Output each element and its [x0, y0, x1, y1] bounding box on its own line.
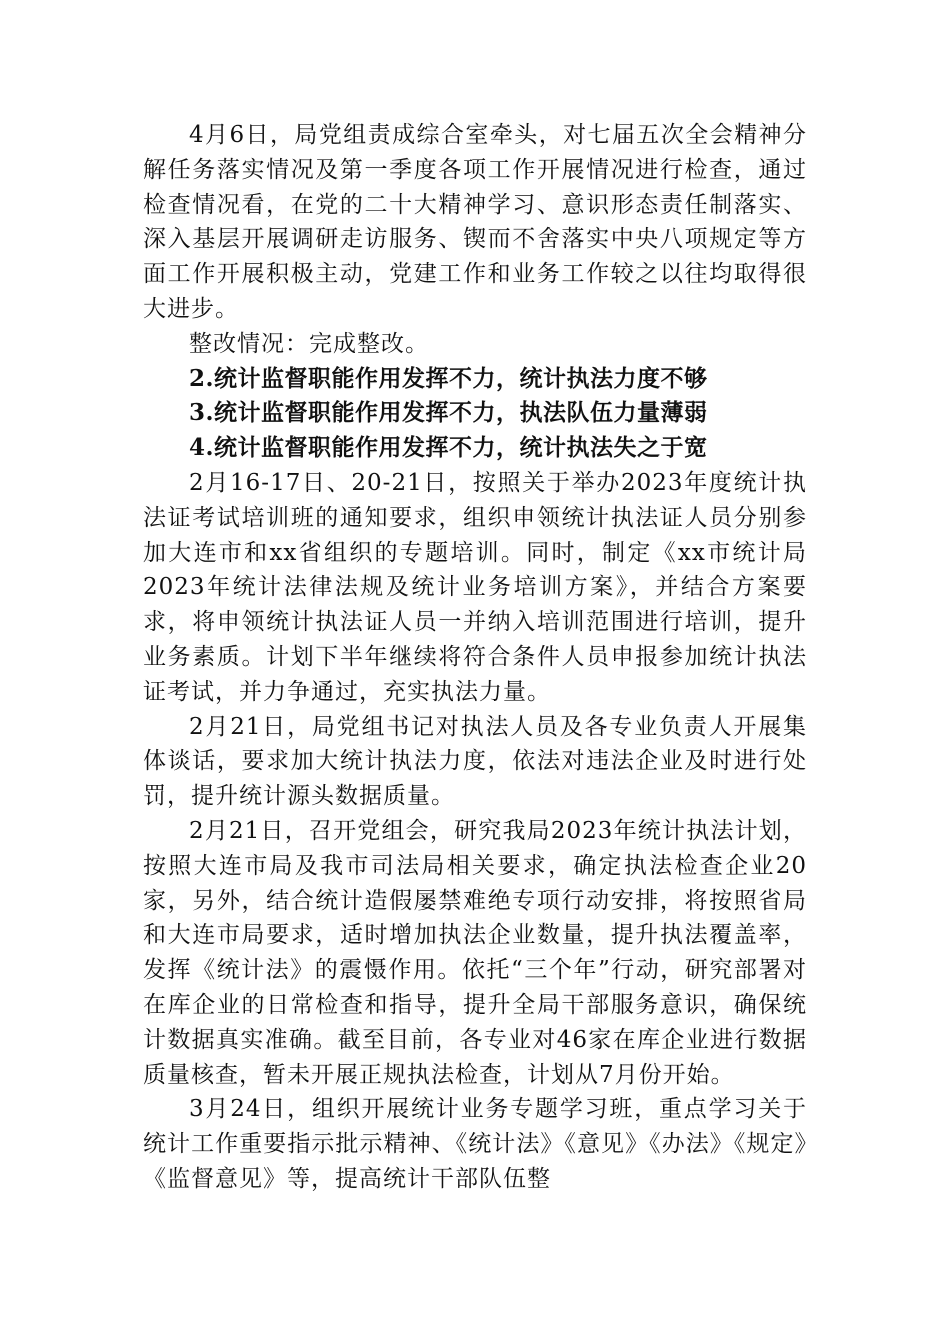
paragraph-enforcement-plan: 2月21日，召开党组会，研究我局2023年统计执法计划，按照大连市局及我市司法局相关要求，确定执法检查企业20家，另外，结合统计造假屡禁难绝专项行动安排，将按照省局和大连市局要求，适时增加执法企业数量，提升执法覆盖率，发挥《统计法》的震慑作用。依托“三个年”行动，研究部署对在库企业的日常检查和指导，提升全局干部服务意识，确保统计数据真实准确。截至目前，各专业对46家在库企业进行数据质量核查，暂未开展正规执法检查，计划从7月份开始。 — [143, 817, 807, 1088]
paragraph-group-talk: 2月21日，局党组书记对执法人员及各专业负责人开展集体谈话，要求加大统计执法力度，依法对违法企业及时进行处罚，提升统计源头数据质量。 — [143, 713, 807, 810]
document-body — [143, 118, 807, 1197]
heading-item-3: 3.统计监督职能作用发挥不力，执法队伍力量薄弱 — [189, 399, 708, 427]
heading-item-4: 4.统计监督职能作用发挥不力，统计执法失之于宽 — [189, 434, 708, 462]
paragraph-training: 2月16-17日、20-21日，按照关于举办2023年度统计执法证考试培训班的通知要求，组织申领统计执法证人员分别参加大连市和xx省组织的专题培训。同时，制定《xx市统计局2023年统计法律法规及统计业务培训方案》，并结合方案要求，将申领统计执法证人员一并纳入培训范围进行培训，提升业务素质。计划下半年继续将符合条件人员申报参加统计执法证考试，并力争通过，充实执法力量。 — [143, 469, 807, 705]
paragraph-rectification-status: 整改情况：完成整改。 — [189, 330, 429, 357]
heading-item-2: 2.统计监督职能作用发挥不力，统计执法力度不够 — [189, 364, 708, 392]
paragraph-study-class: 3月24日，组织开展统计业务专题学习班，重点学习关于统计工作重要指示批示精神、《统计法》《意见》《办法》《规定》《监督意见》等，提高统计干部队伍整 — [143, 1096, 807, 1192]
paragraph-inspection: 4月6日，局党组责成综合室牵头，对七届五次全会精神分解任务落实情况及第一季度各项工作开展情况进行检查，通过检查情况看，在党的二十大精神学习、意识形态责任制落实、深入基层开展调研走访服务、锲而不舍落实中央八项规定等方面工作开展积极主动，党建工作和业务工作较之以往均取得很大进步。 — [143, 122, 807, 322]
